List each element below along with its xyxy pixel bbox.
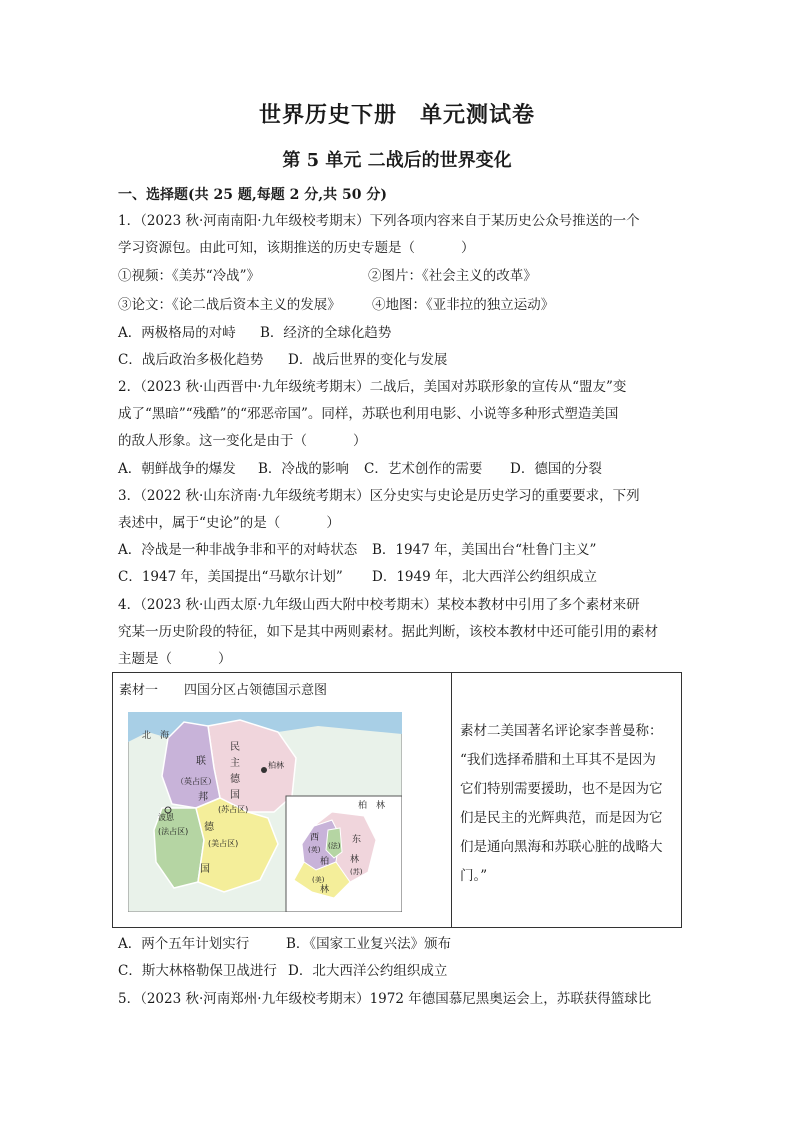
map-label: (美) [312,876,325,884]
q3-option-b: B．1947 年，美国出台“杜鲁门主义” [372,542,597,558]
berlin-inset [286,796,402,912]
q3-stem-line2 [118,511,340,531]
map-label: （英占区） [176,777,216,786]
q4-stem-text: 主题是（ [118,651,172,667]
q4-option-d: D．北大西洋公约组织成立 [288,963,448,979]
quote-line: “我们选择希腊和土耳其不是因为 [460,752,656,768]
q1-stem-line1: 1．（2023 秋·河南南阳·九年级校考期末）下列各项内容来自于某历史公众号推送的一个 [118,213,640,229]
material-one-caption: 素材一 四国分区占领德国示意图 [119,683,328,698]
map-label: 波恩 [158,813,174,822]
q2-stem-line2: 成了“黑暗”“残酷”的“邪恶帝国”。同样，苏联也利用电影、小说等多种形式塑造美国 [118,406,619,422]
q3-stem-text: 表述中，属于“史论”的是（ [118,515,281,531]
q4-stem-line3 [118,647,232,667]
q1-item2: ②图片：《社会主义的改革》 [368,268,537,284]
map-label: (苏) [350,868,363,876]
q1-bracket-close: ） [461,240,475,256]
quote-line: 素材二美国著名评论家李普曼称： [460,723,663,739]
map-label: 德 [230,774,240,785]
map-label: 林 [350,855,360,865]
map-label: 民 [230,742,240,753]
q1-option-c: C．战后政治多极化趋势 [118,352,264,368]
q1-stem-line2 [118,236,475,256]
map-label: 柏 [320,857,330,867]
section-heading: 一、选择题(共 25 题,每题 2 分,共 50 分) [118,187,387,203]
map-label: (英) [308,846,321,854]
q3-option-c: C．1947 年，美国提出“马歇尔计划” [118,569,343,585]
q2-stem-line3 [118,429,367,449]
page-title: 世界历史下册 单元测试卷 [258,102,535,128]
q4-option-c: C．斯大林格勒保卫战进行 [118,963,277,979]
q3-option-d: D．1949 年，北大西洋公约组织成立 [372,569,597,585]
map-label: 林 [320,885,330,895]
q5-stem-line1: 5．（2023 秋·河南郑州·九年级校考期末）1972 年德国慕尼黑奥运会上，苏联获得篮球比 [118,991,652,1007]
map-label: 德 [204,822,214,833]
map-label: 主 [230,758,240,769]
map-label: 柏林 [268,761,284,770]
map-label: 东 [352,835,362,845]
q1-stem-text: 学习资源包。由此可知，该期推送的历史专题是（ [118,240,415,256]
quote-line: 门。” [460,868,488,884]
unit-subtitle: 第 5 单元 二战后的世界变化 [282,150,512,171]
q2-option-d: D．德国的分裂 [510,461,602,477]
q1-item3: ③论文：《论二战后资本主义的发展》 [118,297,341,313]
quote-line: 们是民主的光辉典范，而是因为它 [460,810,663,826]
inset-title: 柏 林 [358,801,386,811]
q4-option-a: A．两个五年计划实行 [118,936,250,952]
germany-occupation-map [128,712,402,912]
q1-option-b: B．经济的全球化趋势 [260,325,392,341]
map-label: 邦 [198,792,208,803]
material-two-quote [452,673,681,891]
material-two-cell [452,673,682,928]
q2-option-a: A．朝鲜战争的爆发 [118,461,236,477]
q2-stem-line1: 2．（2023 秋·山西晋中·九年级统考期末）二战后，美国对苏联形象的宣传从“盟友”变 [118,379,627,395]
quote-line: 们是通向黑海和苏联心脏的战略大 [460,839,663,855]
berlin-marker [261,767,267,773]
q2-option-b: B．冷战的影响 [258,461,349,477]
map-label: (法占区) [158,827,189,836]
q3-stem-line1: 3．（2022 秋·山东济南·九年级统考期末）区分史实与史论是历史学习的重要要求，下列 [118,488,640,504]
q4-bracket-close: ） [218,651,232,667]
q2-option-c: C．艺术创作的需要 [364,461,483,477]
quote-line: 它们特别需要援助，也不是因为它 [460,781,663,797]
q2-stem-text: 的敌人形象。这一变化是由于（ [118,433,307,449]
q3-bracket-close: ） [326,515,340,531]
q4-stem-line1: 4．（2023 秋·山西太原·九年级山西大附中校考期末）某校本教材中引用了多个素材来研 [118,597,640,613]
map-label: 西 [310,833,320,843]
map-label: (苏占区) [218,805,249,814]
map-label: (美占区) [208,839,239,848]
sea-label: 北 海 [142,731,170,741]
q4-stem-line2: 究某一历史阶段的特征，如下是其中两则素材。据此判断，该校本教材中还可能引用的素材 [118,624,658,640]
map-label: (法) [328,842,341,850]
map-label: 联 [196,756,206,767]
q4-option-b: B．《国家工业复兴法》颁布 [286,936,452,952]
q3-option-a: A．冷战是一种非战争非和平的对峙状态 [118,542,358,558]
map-label: 国 [200,864,210,875]
map-label: 国 [230,790,240,801]
q2-bracket-close: ） [353,433,367,449]
q1-item1: ①视频：《美苏“冷战”》 [118,268,261,284]
q1-option-a: A．两极格局的对峙 [118,325,236,341]
q1-option-d: D．战后世界的变化与发展 [288,352,448,368]
q1-item4: ④地图：《亚非拉的独立运动》 [372,297,555,313]
